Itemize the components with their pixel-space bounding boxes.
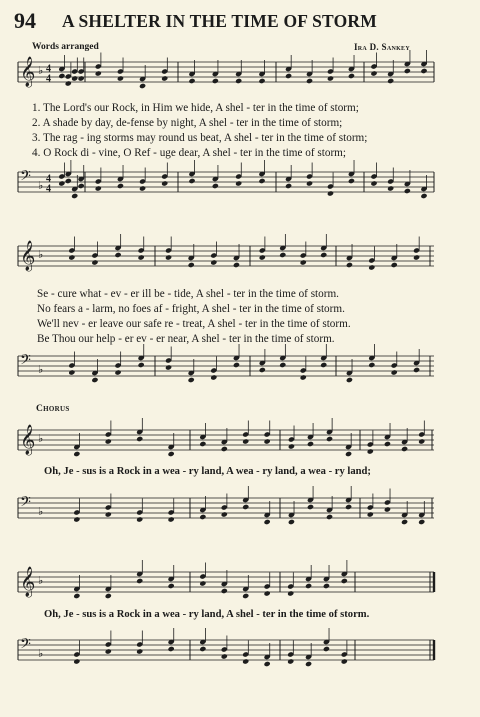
system4-treble-note [199,580,206,586]
system1-treble-note [420,68,427,74]
system3-treble-note [418,438,425,444]
flat-key-signature: ♭ [38,64,44,77]
system1-bass-note [117,183,124,189]
system1-treble-note [370,70,377,76]
flat-key-signature: ♭ [38,574,44,587]
system1-bass-note [139,185,146,191]
system3-bass-note [418,519,425,525]
treble-clef: 𝄞 [20,567,36,597]
system1-treble-note [95,70,102,76]
system3-bass-note [384,506,391,512]
treble-clef: 𝄞 [20,57,36,87]
system1-treble-note [348,73,355,79]
system3-treble-note [168,451,175,457]
system4-bass-note [264,661,271,667]
system3-treble-note [199,441,206,447]
flat-key-signature: ♭ [38,505,44,518]
system2-treble-note [68,254,75,260]
system4-treble-note [136,578,143,584]
verse-line-4b: Be Thou our help - er ev - er near, A shel - ter in the time of storm. [37,333,335,345]
system3-bass-note [307,504,314,510]
system4-treble-note [305,583,312,589]
composer-credit: Ira D. Sankey [354,42,410,52]
system2-bass-note [300,374,307,380]
system2-treble-note [114,252,121,258]
time-signature-top: 4 [46,63,51,75]
system1-treble-note [161,75,168,81]
system1-treble-note [139,83,146,89]
system4-bass-note [341,658,348,664]
system3-treble-note [264,438,271,444]
system3-bass-note [367,511,374,517]
treble-clef: 𝄞 [20,425,36,455]
system1-bass-note [387,185,394,191]
system4-bass-note [199,646,206,652]
system3-treble-note [307,441,314,447]
system4-treble-note [105,593,112,599]
flat-key-signature: ♭ [38,248,44,261]
system1-bass-note [420,193,427,199]
system1-treble-note [285,73,292,79]
system3-bass-note [168,516,175,522]
system4-bass-note [242,658,249,664]
system1-bass-note [285,183,292,189]
system2-bass-note [138,362,145,368]
verse-line-1b: Se - cure what - ev - er ill be - tide, A shel - ter in the time of storm. [37,288,339,300]
system2-bass-note [368,362,375,368]
chorus-line-2: Oh, Je - sus is a Rock in a wea - ry land, A shel - ter in the time of storm. [44,609,370,620]
system3-treble-note [326,436,333,442]
system2-treble-note [368,264,375,270]
system1-treble-note [78,75,85,81]
system1-treble-note [404,68,411,74]
system3-treble-note [221,446,228,452]
system3-bass-note [288,519,295,525]
system4-treble-note [264,590,271,596]
system2-treble-note [233,262,240,268]
system4-bass-note [168,646,175,652]
system2-bass-note [68,369,75,375]
system4-bass-note [305,661,312,667]
words-credit: Words arranged [32,42,99,52]
bass-clef: 𝄢 [20,494,31,514]
bass-clef: 𝄢 [20,168,31,188]
system1-bass-note [306,180,313,186]
verse-line-3b: We'll nev - er leave our safe re - treat, A shel - ter in the time of storm. [37,318,351,330]
system4-bass-note [323,646,330,652]
system1-bass-note [404,188,411,194]
hymn-title: A SHELTER IN THE TIME OF STORM [62,11,377,31]
system1-treble-note [65,80,72,86]
system1-bass-note [235,180,242,186]
verse-line-2a: 2. A shade by day, de-fense by night, A shel - ter in the time of storm; [32,117,343,129]
system1-bass-note [78,183,85,189]
system2-bass-note [279,362,286,368]
system1-bass-note [161,180,168,186]
system1-bass-note [327,190,334,196]
system4-treble-note [221,588,228,594]
system1-bass-note [370,180,377,186]
system3-treble-note [242,438,249,444]
system3-treble-note [367,448,374,454]
time-signature-bottom: 4 [46,73,51,85]
system4-treble-note [323,583,330,589]
system3-treble-note [384,441,391,447]
system1-bass-note [188,178,195,184]
system3-treble-note [73,451,80,457]
system2-treble-note [210,259,217,265]
system1-treble-note [71,75,78,81]
system1-treble-note [58,73,65,79]
system1-bass-note [348,178,355,184]
system1-bass-note [71,193,78,199]
system3-bass-note [345,504,352,510]
system1-bass-note [258,178,265,184]
system2-bass-note [346,377,353,383]
system2-treble-note [138,254,145,260]
system4-treble-note [168,583,175,589]
time-signature-top: 4 [46,173,51,185]
system1-treble-note [387,78,394,84]
system2-bass-note [233,362,240,368]
system2-treble-note [320,252,327,258]
verse-line-2b: No fears a - larm, no foes af - fright, A shel - ter in the time of storm. [37,303,345,315]
system1-bass-note [212,183,219,189]
system2-treble-note [259,254,266,260]
system2-treble-note [188,262,195,268]
system2-treble-note [279,252,286,258]
system1-treble-note [212,78,219,84]
flat-key-signature: ♭ [38,363,44,376]
system3-treble-note [345,451,352,457]
system2-treble-note [165,254,172,260]
flat-key-signature: ♭ [38,179,44,192]
system4-bass-note [136,648,143,654]
system4-bass-note [73,658,80,664]
system3-treble-note [288,443,295,449]
treble-clef: 𝄞 [20,241,36,271]
system2-bass-note [320,362,327,368]
system4-treble-note [287,590,294,596]
time-signature-bottom: 4 [46,183,51,195]
bass-clef: 𝄢 [20,636,31,656]
system3-bass-note [105,511,112,517]
system4-bass-note [105,648,112,654]
system3-bass-note [136,516,143,522]
hymn-number: 94 [14,8,36,33]
system3-bass-note [326,514,333,520]
flat-key-signature: ♭ [38,647,44,660]
system2-bass-note [210,374,217,380]
system1-bass-note [58,180,65,186]
system2-treble-note [413,254,420,260]
system3-bass-note [221,511,228,517]
system2-treble-note [91,259,98,265]
system2-treble-note [391,262,398,268]
system2-treble-note [346,262,353,268]
system3-bass-note [199,514,206,520]
system2-bass-note [391,369,398,375]
system1-treble-note [258,78,265,84]
verse-line-3a: 3. The rag - ing storms may round us beat, A shel - ter in the time of storm; [32,132,368,144]
system2-bass-note [91,377,98,383]
chorus-label: Chorus [36,404,70,414]
system1-bass-note [95,185,102,191]
system3-bass-note [401,519,408,525]
system4-treble-note [341,578,348,584]
system2-treble-note [300,259,307,265]
system1-treble-note [235,78,242,84]
system1-treble-note [327,75,334,81]
system1-treble-note [306,78,313,84]
system1-treble-note [188,78,195,84]
flat-key-signature: ♭ [38,432,44,445]
system3-bass-note [242,504,249,510]
system3-treble-note [105,438,112,444]
chorus-line-1: Oh, Je - sus is a Rock in a wea - ry land, A wea - ry land, a wea - ry land; [44,466,371,477]
verse-line-4a: 4. O Rock di - vine, O Ref - uge dear, A shel - ter in the time of storm; [32,147,346,159]
verse-line-1a: 1. The Lord's our Rock, in Him we hide, A shel - ter in the time of storm; [32,102,359,114]
system4-treble-note [73,593,80,599]
system4-bass-note [221,653,228,659]
system1-bass-note [65,178,72,184]
bass-clef: 𝄢 [20,352,31,372]
system4-treble-note [242,593,249,599]
system2-bass-note [413,367,420,373]
system3-bass-note [73,516,80,522]
system2-bass-note [188,377,195,383]
system2-bass-note [114,369,121,375]
system3-treble-note [401,446,408,452]
system1-treble-note [117,75,124,81]
system2-bass-note [259,367,266,373]
system3-treble-note [136,436,143,442]
system4-bass-note [287,658,294,664]
system2-bass-note [165,364,172,370]
system3-bass-note [264,519,271,525]
